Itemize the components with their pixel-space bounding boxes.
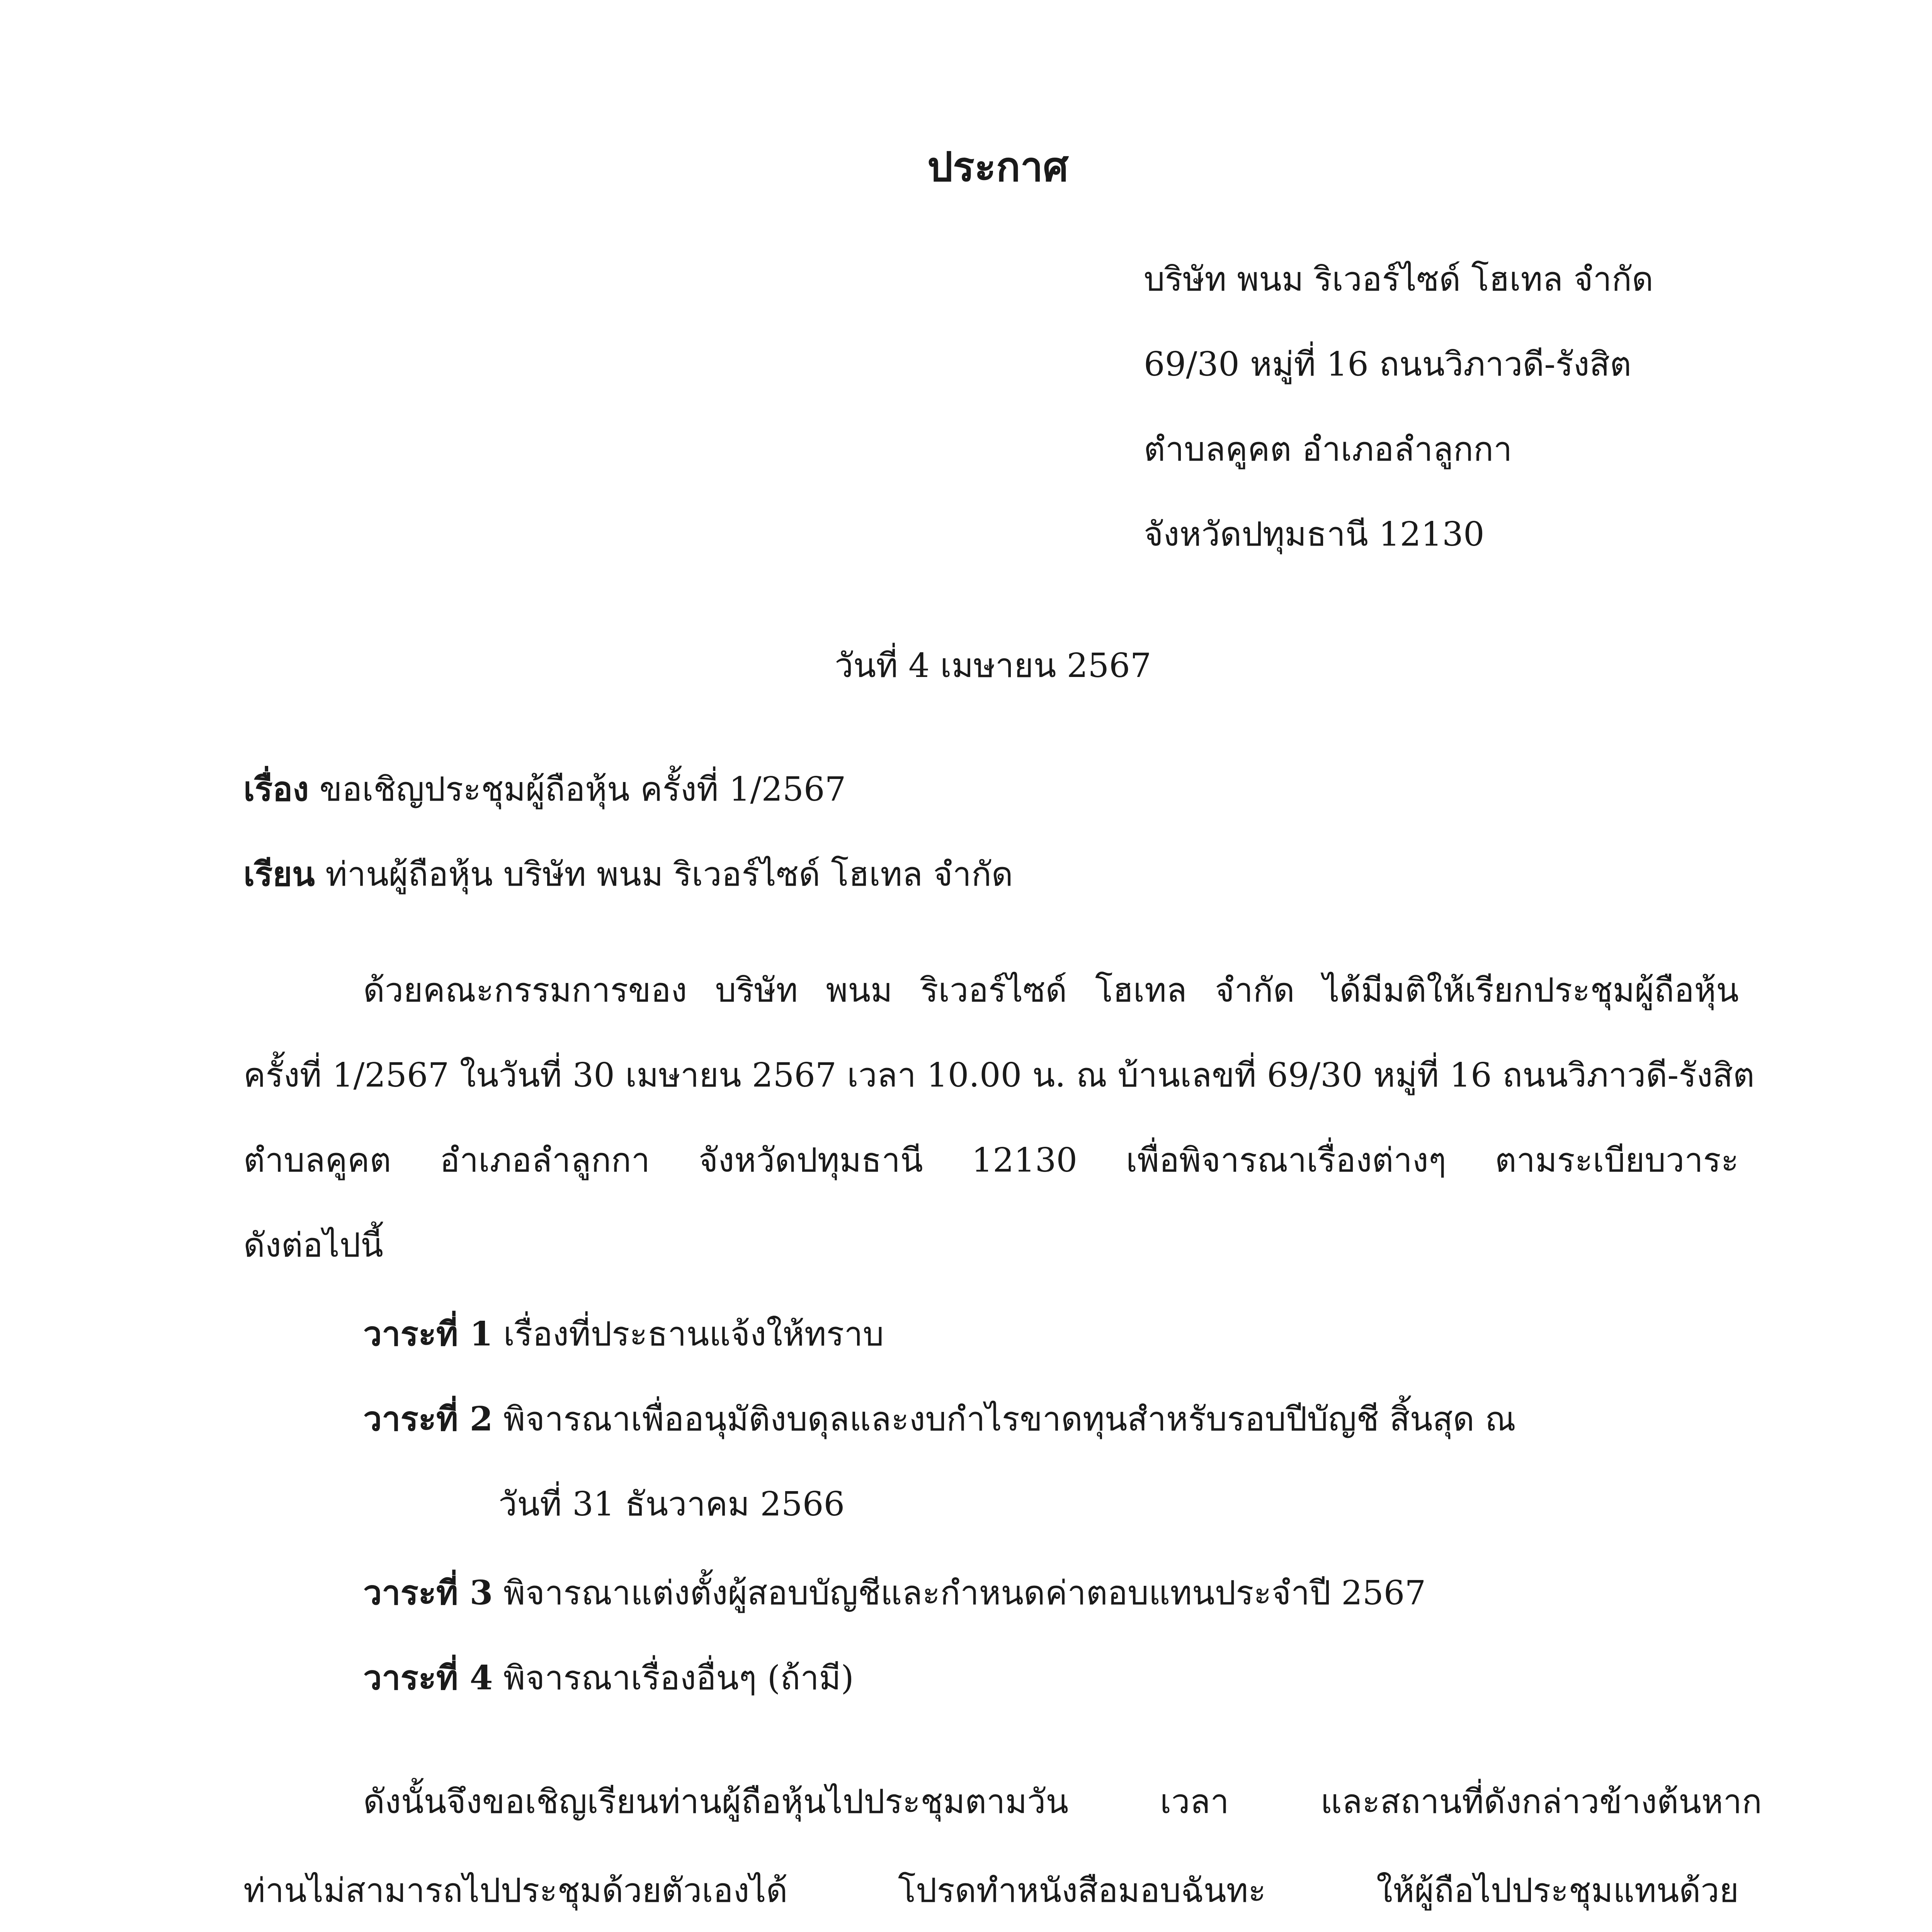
agenda-item-2-continuation: วันที่ 31 ธันวาคม 2566 xyxy=(498,1485,845,1524)
agenda-label: วาระที่ 4 xyxy=(363,1658,493,1697)
agenda-item-1 xyxy=(363,1315,884,1354)
agenda-label: วาระที่ 1 xyxy=(363,1315,493,1354)
closing-line-2: ท่านไม่สามารถไปประชุมด้วยตัวเองได้ โปรดทำหนังสือมอบฉันทะ ให้ผู้ถือไปประชุมแทนด้วย xyxy=(243,1871,1739,1910)
agenda-item-3 xyxy=(363,1573,1426,1612)
agenda-text: พิจารณาแต่งตั้งผู้สอบบัญชีและกำหนดค่าตอบแทนประจำปี 2567 xyxy=(503,1574,1426,1612)
document-date: วันที่ 4 เมษายน 2567 xyxy=(835,646,1151,685)
agenda-label: วาระที่ 3 xyxy=(363,1573,493,1612)
agenda-label: วาระที่ 2 xyxy=(363,1400,493,1439)
body-line-4: ดังต่อไปนี้ xyxy=(243,1226,383,1265)
address-line-1: 69/30 หมู่ที่ 16 ถนนวิภาวดี-รังสิต xyxy=(1144,345,1631,384)
recipient-label: เรียน xyxy=(243,855,315,894)
closing-line-1: ดังนั้นจึงขอเชิญเรียนท่านผู้ถือหุ้นไปประชุมตามวัน เวลา และสถานที่ดังกล่าวข้างต้นหาก xyxy=(363,1782,1762,1821)
subject-label: เรื่อง xyxy=(243,770,309,809)
address-line-2: ตำบลคูคต อำเภอลำลูกกา xyxy=(1144,430,1512,469)
subject-text: ขอเชิญประชุมผู้ถือหุ้น ครั้งที่ 1/2567 xyxy=(319,770,846,809)
body-line-3: ตำบลคูคต อำเภอลำลูกกา จังหวัดปทุมธานี 12130 เพื่อพิจารณาเรื่องต่างๆ ตามระเบียบวาระ xyxy=(243,1141,1739,1180)
agenda-text: พิจารณาเพื่ออนุมัติงบดุลและงบกำไรขาดทุนสำหรับรอบปีบัญชี สิ้นสุด ณ xyxy=(503,1400,1516,1439)
subject-line xyxy=(243,770,846,809)
agenda-item-2 xyxy=(363,1400,1516,1439)
recipient-text: ท่านผู้ถือหุ้น บริษัท พนม ริเวอร์ไซด์ โฮเทล จำกัด xyxy=(325,855,1013,894)
company-name: บริษัท พนม ริเวอร์ไซด์ โฮเทล จำกัด xyxy=(1144,260,1653,299)
document-title: ประกาศ xyxy=(927,143,1069,190)
agenda-item-4 xyxy=(363,1658,854,1697)
address-line-3: จังหวัดปทุมธานี 12130 xyxy=(1144,515,1485,554)
body-line-1: ด้วยคณะกรรมการของ บริษัท พนม ริเวอร์ไซด์ โฮเทล จำกัด ได้มีมติให้เรียกประชุมผู้ถือหุ้น xyxy=(363,971,1739,1010)
agenda-text: เรื่องที่ประธานแจ้งให้ทราบ xyxy=(503,1315,884,1354)
body-line-2: ครั้งที่ 1/2567 ในวันที่ 30 เมษายน 2567 เวลา 10.00 น. ณ บ้านเลขที่ 69/30 หมู่ที่ 16 ถนนวิภาวดี-รังสิต xyxy=(243,1056,1755,1095)
agenda-text: พิจารณาเรื่องอื่นๆ (ถ้ามี) xyxy=(503,1659,854,1697)
recipient-line xyxy=(243,855,1013,894)
